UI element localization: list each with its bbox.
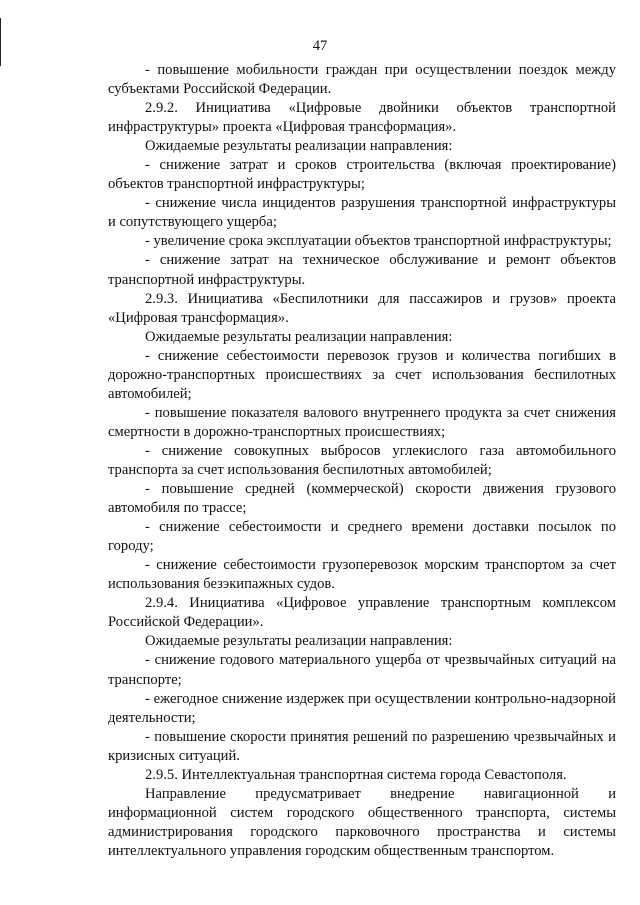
bullet-emergency-damage: - снижение годового материального ущерба от чрезвычайных ситуаций на транспорте; — [108, 652, 616, 688]
bullet-maintenance-costs: - снижение затрат на техническое обслуживание и ремонт объектов транспортной инфраструктуры. — [108, 252, 616, 288]
document-body — [108, 61, 616, 861]
bullet-sea-freight: - снижение себестоимости грузоперевозок морским транспортом за счет использования безэкипажных судов. — [108, 557, 616, 593]
expected-results-label: Ожидаемые результаты реализации направления: — [145, 328, 453, 345]
bullet-decision-speed: - повышение скорости принятия решений по разрешению чрезвычайных и кризисных ситуаций. — [108, 728, 616, 764]
bullet-co2: - снижение совокупных выбросов углекислого газа автомобильного транспорта за счет использования беспилотных автомобилей; — [108, 442, 616, 478]
expected-results-label: Ожидаемые результаты реализации направления: — [145, 138, 453, 155]
section-2-9-4-heading: 2.9.4. Инициатива «Цифровое управление транспортным комплексом Российской Федерации». — [108, 595, 616, 631]
bullet-mobility: - повышение мобильности граждан при осуществлении поездок между субъектами Российской Федерации. — [108, 62, 616, 98]
page-number: 47 — [312, 38, 328, 54]
expected-results-label: Ожидаемые результаты реализации направления: — [145, 633, 453, 650]
bullet-incidents: - снижение числа инцидентов разрушения транспортной инфраструктуры и сопутствующего ущерба; — [108, 195, 616, 231]
section-2-9-2-heading: 2.9.2. Инициатива «Цифровые двойники объектов транспортной инфраструктуры» проекта «Цифровая трансформация». — [108, 100, 616, 136]
bullet-speed: - повышение средней (коммерческой) скорости движения грузового автомобиля по трассе; — [108, 481, 616, 517]
bullet-delivery: - снижение себестоимости и среднего времени доставки посылок по городу; — [108, 519, 616, 555]
bullet-gdp: - повышение показателя валового внутреннего продукта за счет снижения смертности в дорожно-транспортных происшествиях; — [108, 404, 616, 440]
section-2-9-5-heading: 2.9.5. Интеллектуальная транспортная система города Севастополя. — [145, 766, 567, 783]
bullet-construction-costs: - снижение затрат и сроков строительства (включая проектирование) объектов транспортной инфраструктуры; — [108, 157, 616, 193]
bullet-control-costs: - ежегодное снижение издержек при осуществлении контрольно-надзорной деятельности; — [108, 690, 616, 726]
section-2-9-5-body: Направление предусматривает внедрение навигационной и информационной систем городского общественного транспорта, системы администрирования городского парковочного пространства и системы интеллектуального управления городским общественным транспортом. — [108, 785, 616, 859]
bullet-freight-cost: - снижение себестоимости перевозок грузов и количества погибших в дорожно-транспортных происшествиях за счет использования беспилотных автомобилей; — [108, 347, 616, 402]
bullet-service-life: - увеличение срока эксплуатации объектов транспортной инфраструктуры; — [145, 233, 612, 250]
section-2-9-3-heading: 2.9.3. Инициатива «Беспилотники для пассажиров и грузов» проекта «Цифровая трансформация». — [108, 290, 616, 326]
